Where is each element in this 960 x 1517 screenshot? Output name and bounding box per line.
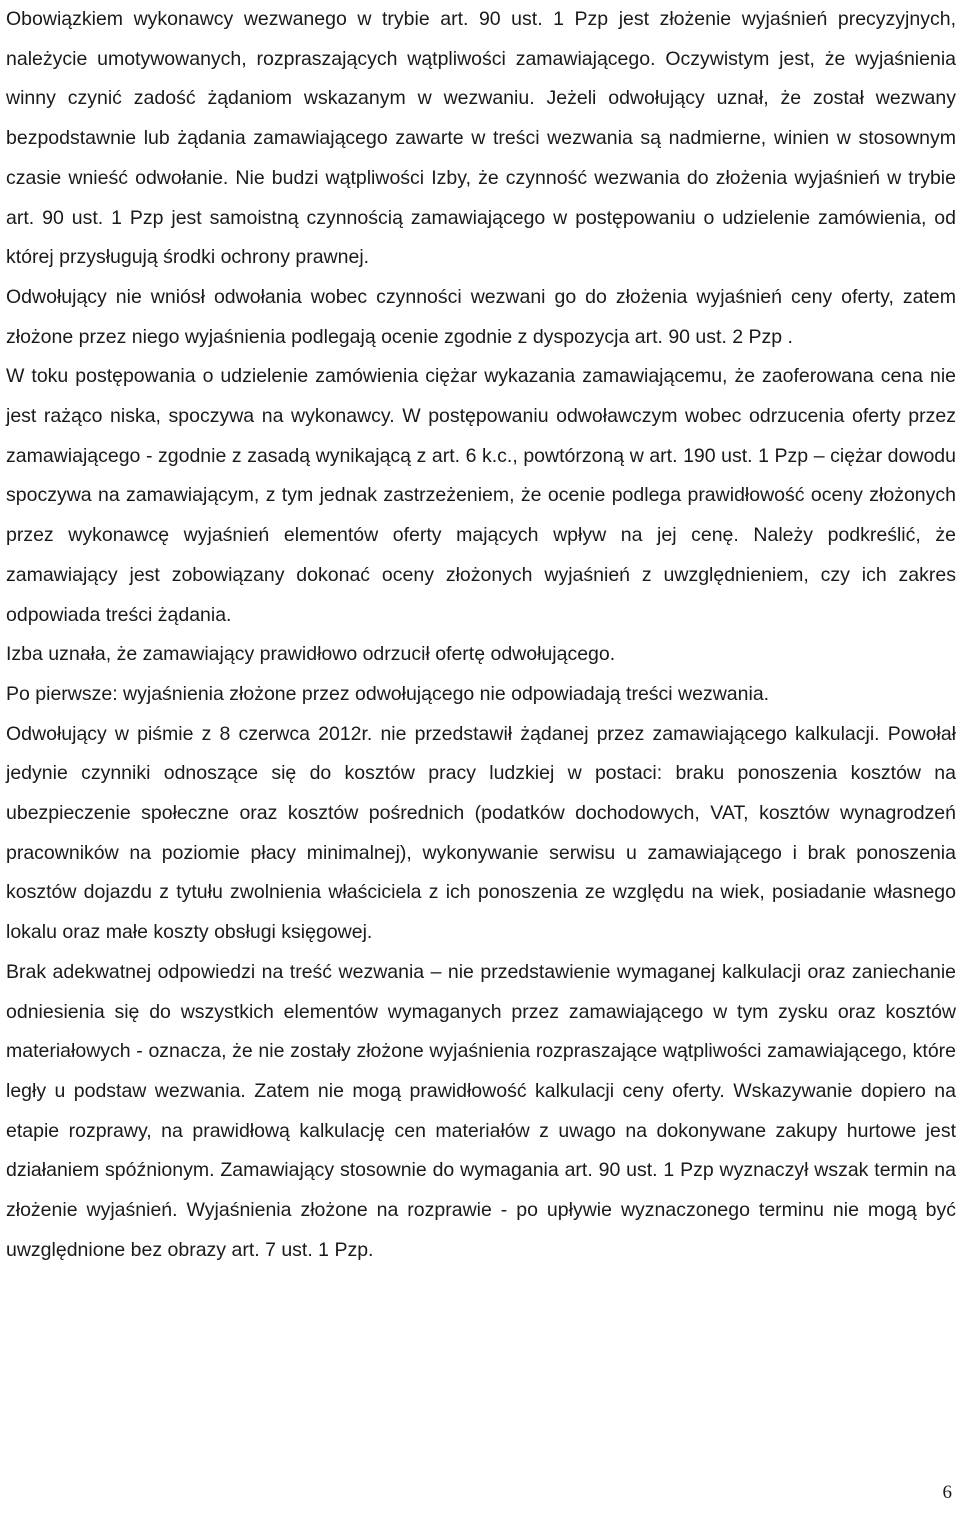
paragraph-5: Po pierwsze: wyjaśnienia złożone przez odwołującego nie odpowiadają treści wezwania. — [6, 682, 770, 705]
paragraph-1: Obowiązkiem wykonawcy wezwanego w trybie art. 90 ust. 1 Pzp jest złożenie wyjaśnień precyzyjnych, należycie umotywowanych, rozpraszających wątpliwości zamawiającego. Oczywistym jest, że wyjaśnienia winny czynić zadość żądaniom wskazanym w wezwaniu. Jeżeli odwołujący uznał, że został wezwany bezpodstawnie lub żądania zamawiającego zawarte w treści wezwania są nadmierne, winien w stosownym czasie wnieść odwołanie. Nie budzi wątpliwości Izby, że czynność wezwania do złożenia wyjaśnień w trybie art. 90 ust. 1 Pzp jest samoistną czynnością zamawiającego w postępowaniu o udzielenie zamówienia, od której przysługują środki ochrony prawnej. — [6, 8, 956, 269]
paragraph-4: Izba uznała, że zamawiający prawidłowo odrzucił ofertę odwołującego. — [6, 643, 616, 666]
page-number: 6 — [942, 1482, 952, 1503]
paragraph-3: W toku postępowania o udzielenie zamówienia ciężar wykazania zamawiającemu, że zaoferowana cena nie jest rażąco niska, spoczywa na wykonawcy. W postępowaniu odwoławczym wobec odrzucenia oferty przez zamawiającego - zgodnie z zasadą wynikającą z art. 6 k.c., powtórzoną w art. 190 ust. 1 Pzp – ciężar dowodu spoczywa na zamawiającym, z tym jednak zastrzeżeniem, że ocenie podlega prawidłowość oceny złożonych przez wykonawcę wyjaśnień elementów oferty mających wpływ na jej cenę. Należy podkreślić, że zamawiający jest zobowiązany dokonać oceny złożonych wyjaśnień z uwzględnieniem, czy ich zakres odpowiada treści żądania. — [6, 365, 956, 626]
document-page — [6, 0, 956, 1271]
paragraph-7: Brak adekwatnej odpowiedzi na treść wezwania – nie przedstawienie wymaganej kalkulacji oraz zaniechanie odniesienia się do wszystkich elementów wymaganych przez zamawiającego w tym zysku oraz kosztów materiałowych - oznacza, że nie zostały złożone wyjaśnienia rozpraszające wątpliwości zamawiającego, które legły u podstaw wezwania. Zatem nie mogą prawidłowość kalkulacji ceny oferty. Wskazywanie dopiero na etapie rozprawy, na prawidłową kalkulację cen materiałów z uwago na dokonywane zakupy hurtowe jest działaniem spóźnionym. Zamawiający stosownie do wymagania art. 90 ust. 1 Pzp wyznaczył wszak termin na złożenie wyjaśnień. Wyjaśnienia złożone na rozprawie - po upływie wyznaczonego terminu nie mogą być uwzględnione bez obrazy art. 7 ust. 1 Pzp. — [6, 960, 956, 1261]
paragraph-6: Odwołujący w piśmie z 8 czerwca 2012r. nie przedstawił żądanej przez zamawiającego kalkulacji. Powołał jedynie czynniki odnoszące się do kosztów pracy ludzkiej w postaci: braku ponoszenia kosztów na ubezpieczenie społeczne oraz kosztów pośrednich (podatków dochodowych, VAT, kosztów wynagrodzeń pracowników na poziomie płacy minimalnej), wykonywanie serwisu u zamawiającego i brak ponoszenia kosztów dojazdu z tytułu zwolnienia właściciela z ich ponoszenia ze względu na wiek, posiadanie własnego lokalu oraz małe koszty obsługi księgowej. — [6, 722, 956, 944]
paragraph-2: Odwołujący nie wniósł odwołania wobec czynności wezwani go do złożenia wyjaśnień ceny oferty, zatem złożone przez niego wyjaśnienia podlegają ocenie zgodnie z dyspozycja art. 90 ust. 2 Pzp . — [6, 285, 956, 348]
